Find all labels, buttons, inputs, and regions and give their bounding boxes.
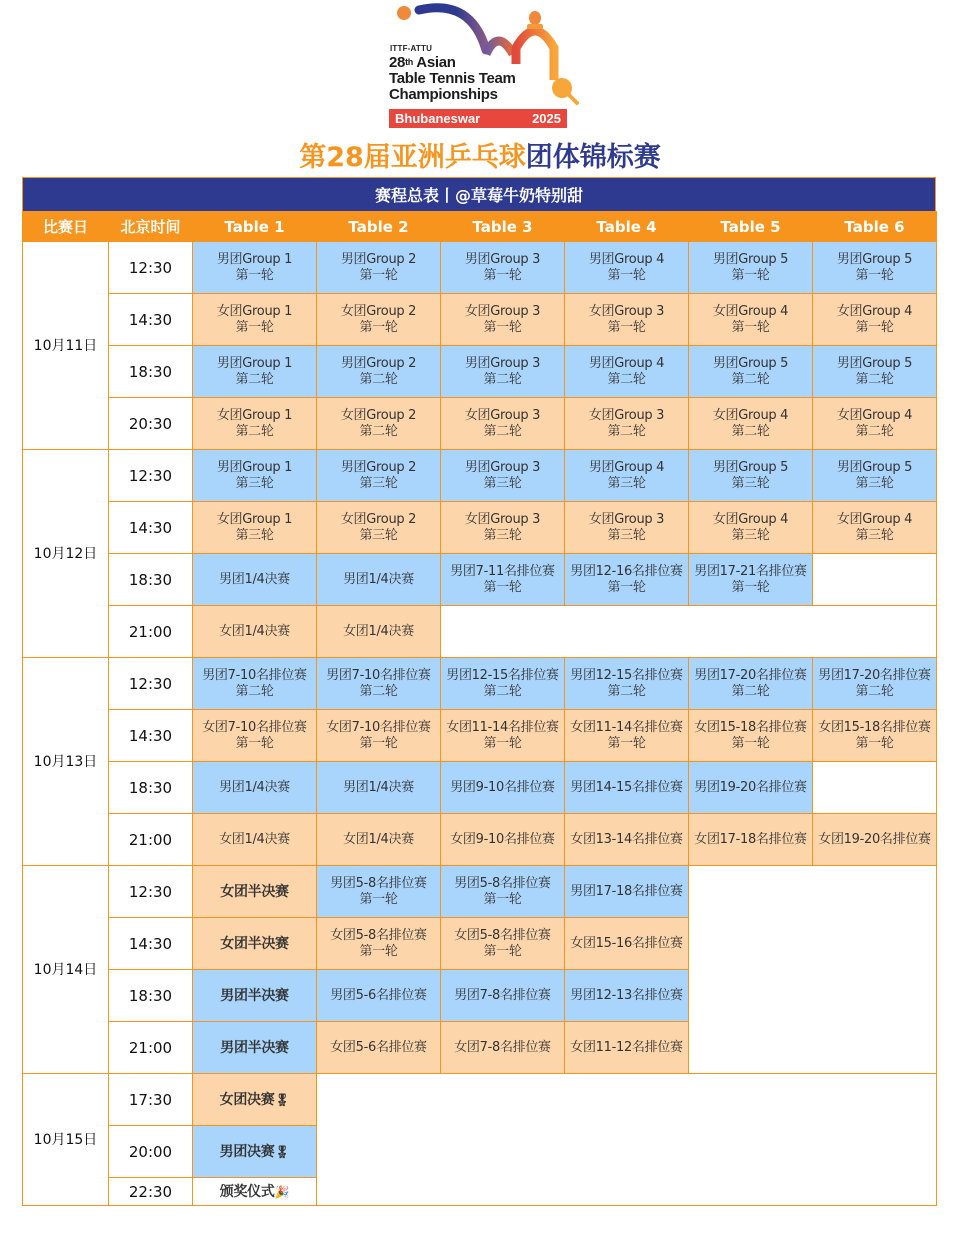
mens-match-cell bbox=[565, 346, 689, 398]
match-round: 第三轮 bbox=[483, 475, 522, 491]
womens-match-cell bbox=[193, 1074, 317, 1126]
match-round: 第一轮 bbox=[607, 319, 646, 335]
womens-match-cell bbox=[565, 1022, 689, 1074]
match-round: 第一轮 bbox=[359, 319, 398, 335]
beijing-time-cell: 12:30 bbox=[109, 450, 193, 502]
match-round: 第一轮 bbox=[359, 891, 398, 907]
empty-cell bbox=[813, 554, 937, 606]
match-title: 男团12-15名排位赛 bbox=[446, 667, 559, 683]
match-round: 第一轮 bbox=[483, 579, 522, 595]
match-round: 第一轮 bbox=[607, 579, 646, 595]
match-day-cell: 10月11日 bbox=[23, 242, 109, 450]
match-title: 女团15-16名排位赛 bbox=[570, 935, 683, 951]
womens-match-cell bbox=[317, 398, 441, 450]
beijing-time-cell: 14:30 bbox=[109, 502, 193, 554]
womens-match-cell bbox=[193, 866, 317, 918]
match-title: 男团1/4决赛 bbox=[219, 571, 290, 587]
match-round: 第三轮 bbox=[235, 475, 274, 491]
beijing-time-cell: 17:30 bbox=[109, 1074, 193, 1126]
match-round: 第一轮 bbox=[731, 267, 770, 283]
mens-match-cell bbox=[193, 1126, 317, 1178]
match-round: 第一轮 bbox=[855, 319, 894, 335]
mens-match-cell bbox=[193, 970, 317, 1022]
match-title: 男团9-10名排位赛 bbox=[450, 779, 555, 795]
mens-match-cell bbox=[565, 450, 689, 502]
mens-match-cell bbox=[193, 450, 317, 502]
match-title: 男团Group 2 bbox=[340, 251, 417, 267]
table-row bbox=[23, 762, 937, 814]
match-round: 第二轮 bbox=[855, 683, 894, 699]
womens-match-cell bbox=[565, 814, 689, 866]
womens-match-cell bbox=[317, 606, 441, 658]
table-row bbox=[23, 294, 937, 346]
match-title: 女团1/4决赛 bbox=[343, 623, 414, 639]
mens-match-cell bbox=[317, 554, 441, 606]
logo-city: Bhubaneswar bbox=[395, 111, 481, 126]
match-title: 男团5-8名排位赛 bbox=[330, 875, 427, 891]
match-title: 女团19-20名排位赛 bbox=[818, 831, 931, 847]
match-title: 女团Group 4 bbox=[712, 407, 789, 423]
empty-block bbox=[441, 606, 937, 658]
table-row bbox=[23, 814, 937, 866]
page-title bbox=[0, 135, 960, 174]
column-header-row bbox=[23, 212, 937, 242]
beijing-time-cell: 22:30 bbox=[109, 1178, 193, 1206]
womens-match-cell bbox=[441, 1022, 565, 1074]
table-row bbox=[23, 554, 937, 606]
match-title: 女团15-18名排位赛 bbox=[694, 719, 807, 735]
match-round: 第二轮 bbox=[855, 423, 894, 439]
womens-match-cell bbox=[441, 918, 565, 970]
match-title: 男团1/4决赛 bbox=[219, 779, 290, 795]
match-title: 男团7-10名排位赛 bbox=[326, 667, 431, 683]
header-table-5: Table 5 bbox=[689, 212, 813, 242]
match-title: 男团7-10名排位赛 bbox=[202, 667, 307, 683]
match-title: 男团5-6名排位赛 bbox=[330, 987, 427, 1003]
beijing-time-cell: 21:00 bbox=[109, 606, 193, 658]
mens-match-cell bbox=[689, 346, 813, 398]
mens-match-cell bbox=[441, 866, 565, 918]
match-title: 女团决赛🎖 bbox=[219, 1091, 290, 1108]
womens-match-cell bbox=[689, 398, 813, 450]
match-round: 第二轮 bbox=[483, 423, 522, 439]
match-title: 颁奖仪式🎉 bbox=[219, 1183, 290, 1200]
match-title: 男团17-20名排位赛 bbox=[818, 667, 931, 683]
match-title: 女团Group 4 bbox=[712, 511, 789, 527]
match-title: 男团7-11名排位赛 bbox=[450, 563, 555, 579]
match-round: 第一轮 bbox=[483, 319, 522, 335]
womens-match-cell bbox=[193, 606, 317, 658]
match-title: 女团17-18名排位赛 bbox=[694, 831, 807, 847]
mens-match-cell bbox=[193, 1022, 317, 1074]
beijing-time-cell: 14:30 bbox=[109, 294, 193, 346]
schedule-table bbox=[22, 177, 936, 1206]
match-title: 男团Group 5 bbox=[836, 251, 913, 267]
match-title: 女团11-14名排位赛 bbox=[446, 719, 559, 735]
match-round: 第二轮 bbox=[607, 683, 646, 699]
womens-match-cell bbox=[317, 918, 441, 970]
beijing-time-cell: 18:30 bbox=[109, 346, 193, 398]
match-round: 第一轮 bbox=[731, 579, 770, 595]
mens-match-cell bbox=[317, 762, 441, 814]
womens-match-cell bbox=[813, 294, 937, 346]
match-round: 第二轮 bbox=[483, 683, 522, 699]
mens-match-cell bbox=[317, 866, 441, 918]
match-round: 第一轮 bbox=[359, 735, 398, 751]
match-title: 男团Group 4 bbox=[588, 251, 665, 267]
table-row bbox=[23, 658, 937, 710]
match-title: 男团Group 1 bbox=[216, 251, 293, 267]
empty-block bbox=[689, 866, 937, 1074]
match-title: 男团17-21名排位赛 bbox=[694, 563, 807, 579]
womens-match-cell bbox=[193, 814, 317, 866]
table-row bbox=[23, 606, 937, 658]
ceremony-cell bbox=[193, 1178, 317, 1206]
mens-match-cell bbox=[441, 762, 565, 814]
beijing-time-cell: 14:30 bbox=[109, 710, 193, 762]
match-title: 女团半决赛 bbox=[220, 883, 289, 900]
womens-match-cell bbox=[193, 710, 317, 762]
match-round: 第一轮 bbox=[235, 735, 274, 751]
beijing-time-cell: 14:30 bbox=[109, 918, 193, 970]
mens-match-cell bbox=[565, 242, 689, 294]
match-round: 第三轮 bbox=[359, 475, 398, 491]
match-round: 第三轮 bbox=[855, 527, 894, 543]
match-round: 第二轮 bbox=[359, 371, 398, 387]
match-title: 男团Group 3 bbox=[464, 251, 541, 267]
womens-match-cell bbox=[317, 502, 441, 554]
match-title: 女团5-8名排位赛 bbox=[454, 927, 551, 943]
match-title: 男团5-8名排位赛 bbox=[454, 875, 551, 891]
match-round: 第三轮 bbox=[731, 475, 770, 491]
beijing-time-cell: 12:30 bbox=[109, 866, 193, 918]
table-row bbox=[23, 502, 937, 554]
match-round: 第一轮 bbox=[855, 267, 894, 283]
mens-match-cell bbox=[317, 658, 441, 710]
match-title: 男团Group 5 bbox=[836, 459, 913, 475]
logo-line-3: Championships bbox=[389, 86, 498, 103]
logo-city-year-band bbox=[389, 109, 567, 128]
womens-match-cell bbox=[441, 814, 565, 866]
match-round: 第二轮 bbox=[731, 683, 770, 699]
match-title: 男团12-15名排位赛 bbox=[570, 667, 683, 683]
mens-match-cell bbox=[441, 346, 565, 398]
match-round: 第三轮 bbox=[731, 527, 770, 543]
match-title: 女团Group 4 bbox=[836, 407, 913, 423]
womens-match-cell bbox=[689, 814, 813, 866]
title-orange-part: 第28届亚洲乒乓球 bbox=[299, 142, 526, 173]
match-title: 女团Group 3 bbox=[588, 407, 665, 423]
mens-match-cell bbox=[441, 658, 565, 710]
match-title: 女团7-8名排位赛 bbox=[454, 1039, 551, 1055]
womens-match-cell bbox=[317, 1022, 441, 1074]
womens-match-cell bbox=[813, 398, 937, 450]
match-title: 男团19-20名排位赛 bbox=[694, 779, 807, 795]
match-title: 男团Group 5 bbox=[712, 355, 789, 371]
womens-match-cell bbox=[813, 710, 937, 762]
mens-match-cell bbox=[441, 450, 565, 502]
mens-match-cell bbox=[441, 242, 565, 294]
match-title: 男团Group 4 bbox=[588, 459, 665, 475]
match-title: 男团决赛🎖 bbox=[219, 1143, 290, 1160]
match-title: 女团15-18名排位赛 bbox=[818, 719, 931, 735]
mens-match-cell bbox=[193, 242, 317, 294]
title-blue-part: 团体锦标赛 bbox=[525, 142, 661, 173]
match-round: 第二轮 bbox=[731, 423, 770, 439]
match-round: 第二轮 bbox=[359, 423, 398, 439]
header-table-4: Table 4 bbox=[565, 212, 689, 242]
match-title: 女团Group 3 bbox=[464, 511, 541, 527]
match-round: 第一轮 bbox=[359, 943, 398, 959]
match-round: 第一轮 bbox=[483, 735, 522, 751]
mens-match-cell bbox=[441, 970, 565, 1022]
womens-match-cell bbox=[565, 502, 689, 554]
match-title: 男团12-16名排位赛 bbox=[570, 563, 683, 579]
match-title: 女团5-8名排位赛 bbox=[330, 927, 427, 943]
mens-match-cell bbox=[193, 762, 317, 814]
womens-match-cell bbox=[565, 398, 689, 450]
header-table-3: Table 3 bbox=[441, 212, 565, 242]
match-title: 女团Group 3 bbox=[464, 407, 541, 423]
beijing-time-cell: 21:00 bbox=[109, 814, 193, 866]
match-title: 男团半决赛 bbox=[220, 1039, 289, 1056]
match-round: 第一轮 bbox=[359, 267, 398, 283]
header-time: 北京时间 bbox=[109, 212, 193, 242]
match-title: 女团Group 2 bbox=[340, 407, 417, 423]
match-title: 男团Group 2 bbox=[340, 355, 417, 371]
match-round: 第三轮 bbox=[359, 527, 398, 543]
schedule-grid bbox=[22, 211, 937, 1206]
match-title: 男团Group 1 bbox=[216, 355, 293, 371]
table-row bbox=[23, 866, 937, 918]
womens-match-cell bbox=[441, 398, 565, 450]
mens-match-cell bbox=[317, 242, 441, 294]
match-title: 女团Group 1 bbox=[216, 511, 293, 527]
match-day-cell: 10月12日 bbox=[23, 450, 109, 658]
logo-line-2: Table Tennis Team bbox=[389, 70, 516, 87]
match-title: 女团1/4决赛 bbox=[219, 831, 290, 847]
match-title: 女团Group 3 bbox=[464, 303, 541, 319]
match-title: 女团11-12名排位赛 bbox=[570, 1039, 683, 1055]
womens-match-cell bbox=[813, 502, 937, 554]
womens-match-cell bbox=[813, 814, 937, 866]
mens-match-cell bbox=[813, 450, 937, 502]
match-title: 男团1/4决赛 bbox=[343, 571, 414, 587]
schedule-body bbox=[23, 242, 937, 1206]
beijing-time-cell: 12:30 bbox=[109, 658, 193, 710]
mens-match-cell bbox=[813, 242, 937, 294]
womens-match-cell bbox=[565, 918, 689, 970]
event-logo bbox=[386, 0, 586, 130]
match-round: 第一轮 bbox=[855, 735, 894, 751]
logo-edition-line: 28th Asian bbox=[389, 54, 456, 71]
table-row bbox=[23, 346, 937, 398]
match-round: 第一轮 bbox=[607, 735, 646, 751]
match-day-cell: 10月14日 bbox=[23, 866, 109, 1074]
match-round: 第二轮 bbox=[235, 423, 274, 439]
mens-match-cell bbox=[813, 658, 937, 710]
header-table-2: Table 2 bbox=[317, 212, 441, 242]
mens-match-cell bbox=[689, 450, 813, 502]
header-table-6: Table 6 bbox=[813, 212, 937, 242]
womens-match-cell bbox=[317, 710, 441, 762]
match-title: 男团Group 2 bbox=[340, 459, 417, 475]
match-round: 第三轮 bbox=[607, 475, 646, 491]
womens-match-cell bbox=[317, 294, 441, 346]
match-round: 第二轮 bbox=[607, 371, 646, 387]
match-round: 第二轮 bbox=[359, 683, 398, 699]
match-round: 第三轮 bbox=[483, 527, 522, 543]
womens-match-cell bbox=[441, 294, 565, 346]
match-title: 男团半决赛 bbox=[220, 987, 289, 1004]
match-title: 男团17-20名排位赛 bbox=[694, 667, 807, 683]
match-title: 男团Group 3 bbox=[464, 459, 541, 475]
match-round: 第二轮 bbox=[235, 371, 274, 387]
mens-match-cell bbox=[689, 762, 813, 814]
empty-cell bbox=[813, 762, 937, 814]
beijing-time-cell: 20:00 bbox=[109, 1126, 193, 1178]
womens-match-cell bbox=[565, 294, 689, 346]
match-title: 女团1/4决赛 bbox=[343, 831, 414, 847]
match-round: 第一轮 bbox=[607, 267, 646, 283]
match-title: 女团Group 3 bbox=[588, 511, 665, 527]
match-round: 第一轮 bbox=[235, 267, 274, 283]
mens-match-cell bbox=[193, 658, 317, 710]
mens-match-cell bbox=[565, 866, 689, 918]
mens-match-cell bbox=[565, 658, 689, 710]
match-round: 第二轮 bbox=[607, 423, 646, 439]
match-round: 第一轮 bbox=[483, 891, 522, 907]
match-title: 女团13-14名排位赛 bbox=[570, 831, 683, 847]
womens-match-cell bbox=[317, 814, 441, 866]
womens-match-cell bbox=[193, 918, 317, 970]
match-title: 女团Group 4 bbox=[712, 303, 789, 319]
table-row bbox=[23, 1074, 937, 1126]
table-row bbox=[23, 242, 937, 294]
match-round: 第三轮 bbox=[855, 475, 894, 491]
match-title: 女团5-6名排位赛 bbox=[330, 1039, 427, 1055]
womens-match-cell bbox=[689, 294, 813, 346]
match-title: 男团7-8名排位赛 bbox=[454, 987, 551, 1003]
mens-match-cell bbox=[565, 970, 689, 1022]
match-title: 男团12-13名排位赛 bbox=[570, 987, 683, 1003]
header-date: 比赛日 bbox=[23, 212, 109, 242]
medal-icon: 🎖 bbox=[274, 1144, 290, 1159]
match-title: 男团Group 3 bbox=[464, 355, 541, 371]
mens-match-cell bbox=[317, 970, 441, 1022]
mens-match-cell bbox=[441, 554, 565, 606]
match-round: 第一轮 bbox=[731, 735, 770, 751]
womens-match-cell bbox=[689, 502, 813, 554]
match-title: 女团9-10名排位赛 bbox=[450, 831, 555, 847]
logo-year: 2025 bbox=[532, 111, 561, 126]
beijing-time-cell: 18:30 bbox=[109, 762, 193, 814]
party-popper-icon: 🎉 bbox=[274, 1184, 290, 1199]
match-round: 第一轮 bbox=[483, 267, 522, 283]
match-title: 男团Group 1 bbox=[216, 459, 293, 475]
schedule-banner: 赛程总表丨@草莓牛奶特别甜 bbox=[22, 177, 936, 211]
mens-match-cell bbox=[689, 658, 813, 710]
match-round: 第二轮 bbox=[731, 371, 770, 387]
match-title: 女团Group 4 bbox=[836, 511, 913, 527]
medal-icon: 🎖 bbox=[274, 1092, 290, 1107]
womens-match-cell bbox=[193, 502, 317, 554]
match-title: 女团1/4决赛 bbox=[219, 623, 290, 639]
header-table-1: Table 1 bbox=[193, 212, 317, 242]
mens-match-cell bbox=[813, 346, 937, 398]
mens-match-cell bbox=[193, 554, 317, 606]
womens-match-cell bbox=[565, 710, 689, 762]
logo-org-text: ITTF-ATTU bbox=[390, 44, 433, 53]
match-day-cell: 10月15日 bbox=[23, 1074, 109, 1206]
mens-match-cell bbox=[565, 762, 689, 814]
match-round: 第一轮 bbox=[235, 319, 274, 335]
mens-match-cell bbox=[565, 554, 689, 606]
match-round: 第二轮 bbox=[483, 371, 522, 387]
mens-match-cell bbox=[317, 450, 441, 502]
match-title: 女团Group 3 bbox=[588, 303, 665, 319]
mens-match-cell bbox=[689, 554, 813, 606]
match-round: 第三轮 bbox=[235, 527, 274, 543]
match-title: 女团Group 2 bbox=[340, 511, 417, 527]
match-title: 女团7-10名排位赛 bbox=[202, 719, 307, 735]
empty-block bbox=[317, 1074, 937, 1206]
womens-match-cell bbox=[441, 710, 565, 762]
womens-match-cell bbox=[689, 710, 813, 762]
beijing-time-cell: 18:30 bbox=[109, 554, 193, 606]
match-title: 女团7-10名排位赛 bbox=[326, 719, 431, 735]
match-title: 男团Group 5 bbox=[712, 459, 789, 475]
match-title: 男团1/4决赛 bbox=[343, 779, 414, 795]
match-title: 女团Group 1 bbox=[216, 407, 293, 423]
match-round: 第三轮 bbox=[607, 527, 646, 543]
match-title: 男团17-18名排位赛 bbox=[570, 883, 683, 899]
match-day-cell: 10月13日 bbox=[23, 658, 109, 866]
womens-match-cell bbox=[193, 398, 317, 450]
beijing-time-cell: 21:00 bbox=[109, 1022, 193, 1074]
match-title: 男团Group 5 bbox=[712, 251, 789, 267]
beijing-time-cell: 20:30 bbox=[109, 398, 193, 450]
mens-match-cell bbox=[317, 346, 441, 398]
match-round: 第一轮 bbox=[483, 943, 522, 959]
match-title: 女团Group 2 bbox=[340, 303, 417, 319]
match-title: 男团Group 5 bbox=[836, 355, 913, 371]
table-row bbox=[23, 710, 937, 762]
match-title: 女团半决赛 bbox=[220, 935, 289, 952]
womens-match-cell bbox=[193, 294, 317, 346]
table-row bbox=[23, 398, 937, 450]
match-round: 第二轮 bbox=[855, 371, 894, 387]
womens-match-cell bbox=[441, 502, 565, 554]
match-title: 男团Group 4 bbox=[588, 355, 665, 371]
beijing-time-cell: 12:30 bbox=[109, 242, 193, 294]
match-title: 女团11-14名排位赛 bbox=[570, 719, 683, 735]
mens-match-cell bbox=[193, 346, 317, 398]
match-round: 第二轮 bbox=[235, 683, 274, 699]
beijing-time-cell: 18:30 bbox=[109, 970, 193, 1022]
match-title: 女团Group 4 bbox=[836, 303, 913, 319]
mens-match-cell bbox=[689, 242, 813, 294]
match-title: 男团14-15名排位赛 bbox=[570, 779, 683, 795]
table-row bbox=[23, 450, 937, 502]
match-title: 女团Group 1 bbox=[216, 303, 293, 319]
match-round: 第一轮 bbox=[731, 319, 770, 335]
